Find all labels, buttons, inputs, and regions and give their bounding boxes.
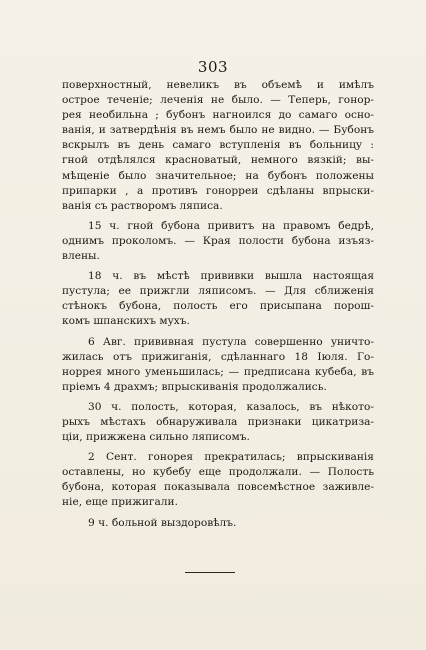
paragraph-7: [62, 516, 374, 531]
text-line: гной отдѣлялся красноватый, немного вязкій; вы-: [62, 154, 374, 167]
text-line: 30 ч. полость, которая, казалось, въ нѣкото-: [88, 400, 374, 413]
text-line: 6 Авг. прививная пустула совершенно уничто-: [88, 335, 374, 348]
text-line: ванія съ растворомъ ляписа.: [62, 199, 223, 212]
text-line: мѣщеніе было значительное; на бубонъ положены: [62, 169, 374, 182]
page-number: 303: [197, 58, 229, 76]
end-rule-divider: [185, 572, 235, 573]
text-line: 2 Сент. гонорея прекратилась; впрыскиванія: [88, 451, 374, 464]
text-line: стѣнокъ бубона, полость его присыпана порош-: [62, 300, 374, 313]
text-line: норрея много уменьшилась; — предписана кубеба, въ: [62, 365, 374, 378]
text-line: ніе, еще прижигали.: [62, 496, 178, 509]
paragraph-4: [62, 335, 374, 395]
text-line: оставлены, но кубебу еще продолжали. — Полость: [62, 466, 374, 479]
text-line: однимъ проколомъ. — Края полости бубона изъяз-: [62, 234, 374, 247]
text-line: влены.: [62, 250, 100, 263]
text-line: бубона, которая показывала повсемѣстное заживле-: [62, 481, 374, 494]
text-line: комъ шпанскихъ мухъ.: [62, 315, 190, 328]
paragraph-3: [62, 269, 374, 329]
text-line: 15 ч. гной бубона привитъ на правомъ бедрѣ,: [88, 219, 374, 232]
text-line: пріемъ 4 драхмъ; впрыскиванія продолжались.: [62, 380, 327, 393]
text-line: вскрылъ въ день самаго вступленія въ больницу :: [62, 139, 374, 152]
text-line: припарки , а противъ гонорреи сдѣланы впрыски-: [62, 184, 374, 197]
text-line: ванія, и затвердѣнія въ немъ было не видно. — Бубонъ: [62, 124, 374, 137]
paragraph-2: [62, 219, 374, 264]
text-line: ціи, прижжена сильно ляписомъ.: [62, 431, 250, 444]
text-line: рея необильна ; бубонъ нагноился до самаго осно-: [62, 109, 374, 122]
text-line: пустула; ее прижгли ляписомъ. — Для сближенія: [62, 285, 374, 298]
paragraph-6: [62, 450, 374, 510]
paragraph-1: [62, 78, 374, 214]
paragraph-5: [62, 400, 374, 445]
text-line: рыхъ мѣстахъ обнаруживала признаки цикатриза-: [62, 415, 374, 428]
text-line: жилась отъ прижиганія, сдѣланнаго 18 Іюля. Го-: [62, 350, 374, 363]
text-line: 9 ч. больной выздоровѣлъ.: [88, 516, 237, 529]
text-line: острое теченіе; леченія не было. — Теперь, гонор-: [62, 94, 374, 107]
text-line: поверхностный, невеликъ въ объемѣ и имѣлъ: [62, 79, 374, 91]
body-text: [62, 78, 374, 536]
text-line: 18 ч. въ мѣстѣ прививки вышла настоящая: [88, 270, 374, 283]
